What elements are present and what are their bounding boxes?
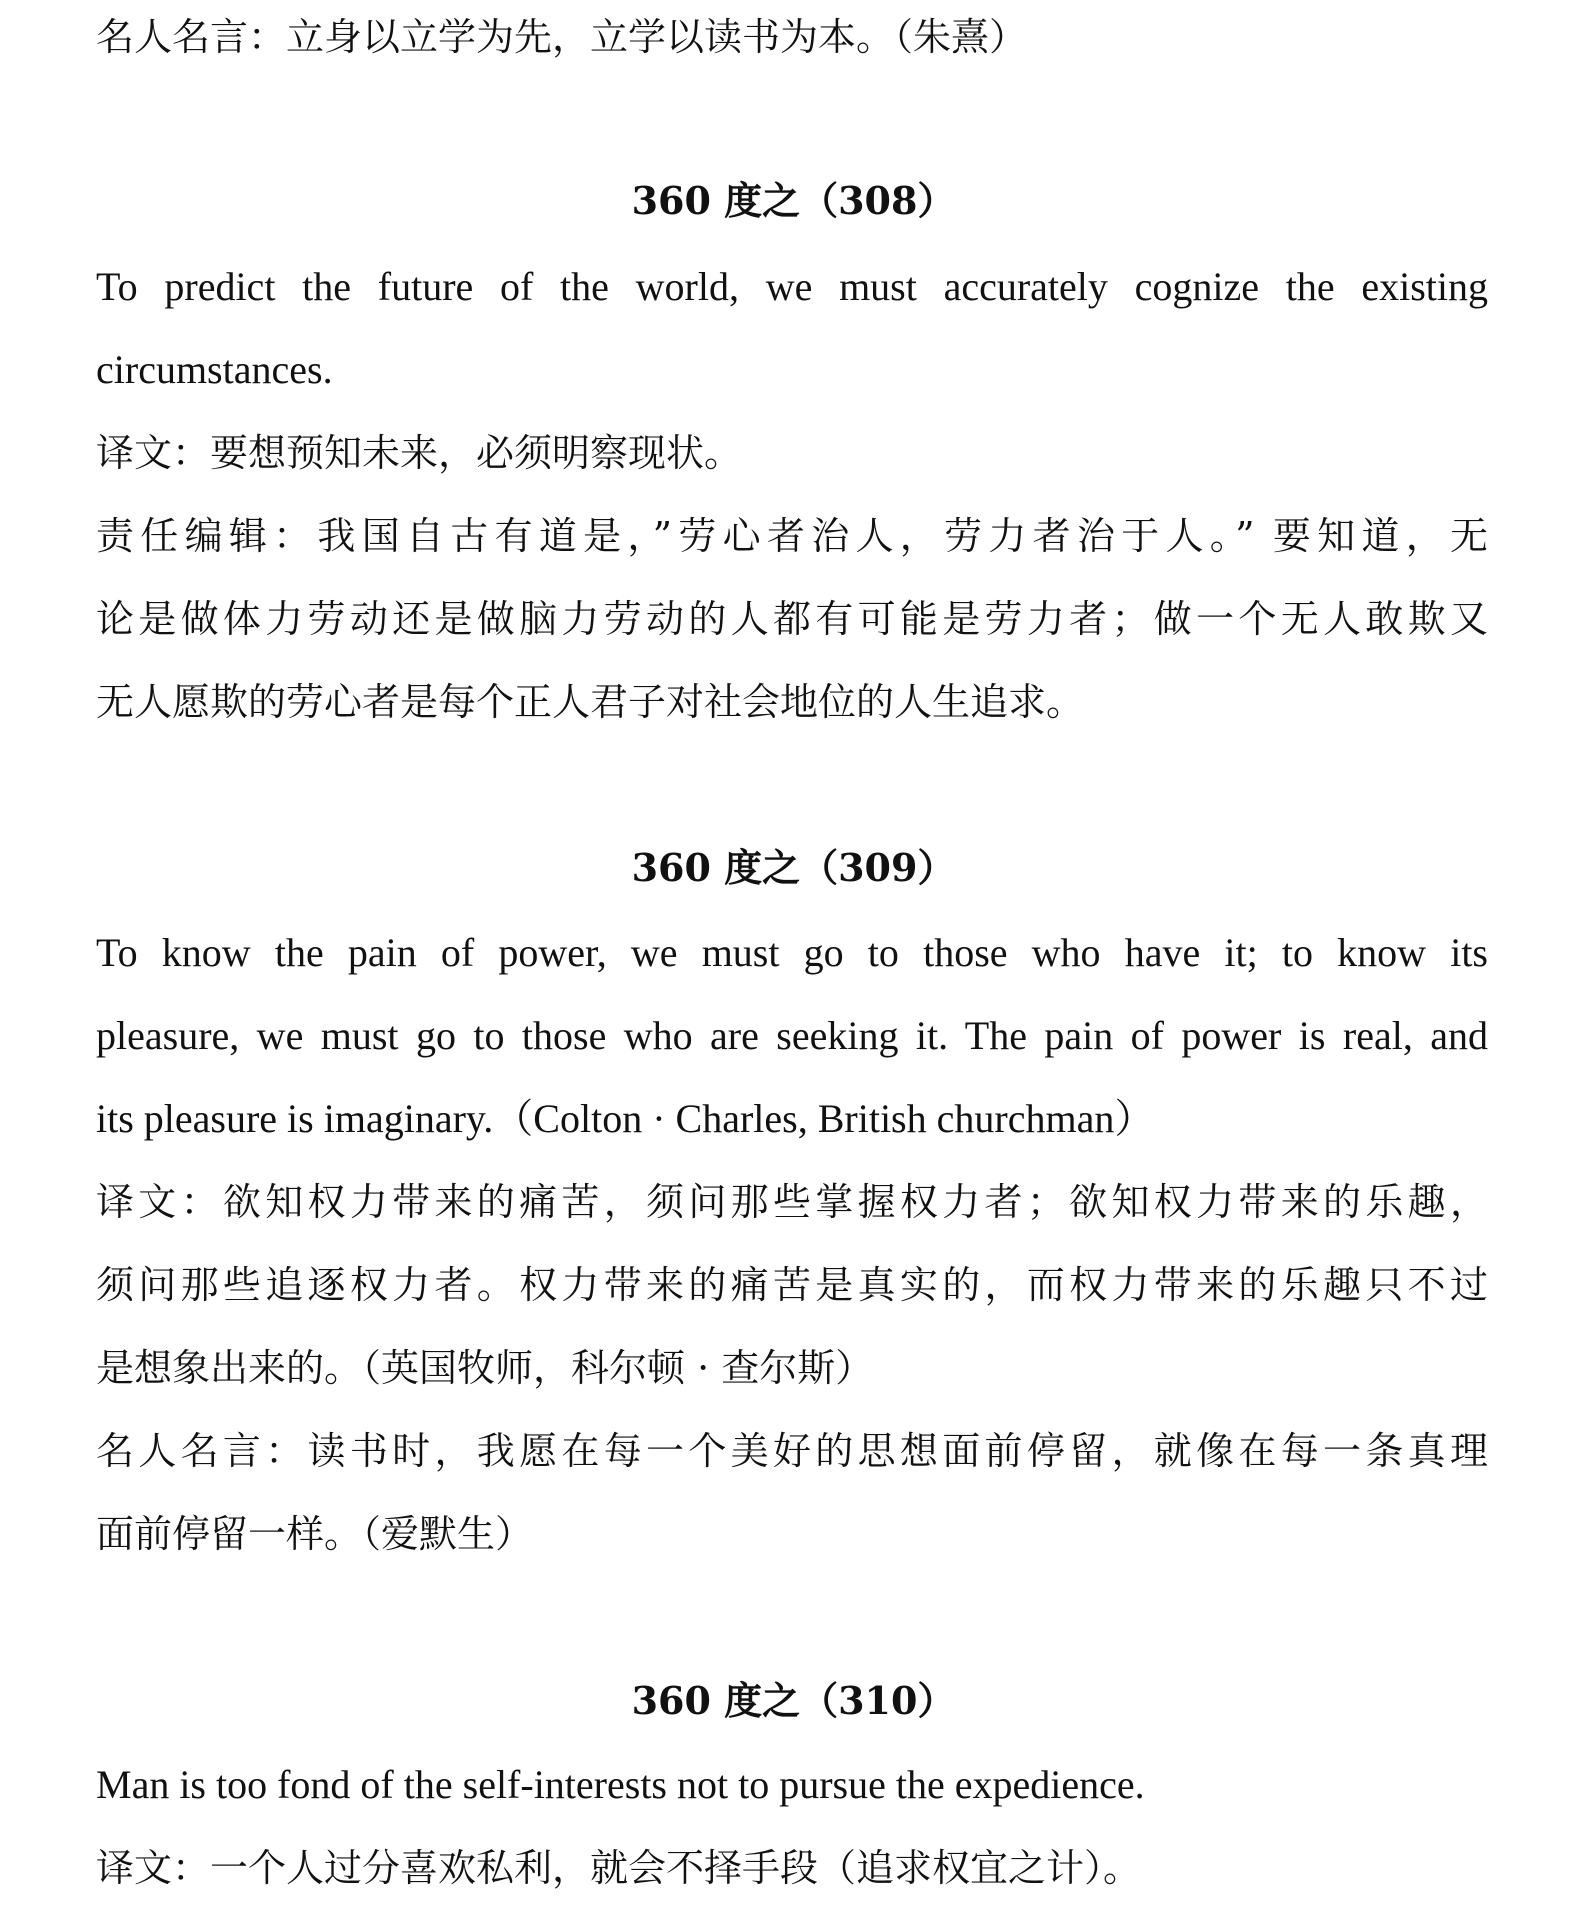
- translation-line: 须问那些追逐权力者。权力带来的痛苦是真实的，而权力带来的乐趣只不过: [96, 1263, 1488, 1307]
- translation-line: 译文：欲知权力带来的痛苦，须问那些掌握权力者；欲知权力带来的乐趣，: [96, 1180, 1488, 1224]
- section-heading-310: 360 度之（310）: [631, 1678, 956, 1723]
- english-line: its pleasure is imaginary.（Colton · Charles, British churchman）: [96, 1096, 1155, 1141]
- english-line: Man is too fond of the self-interests not to pursue the expedience.: [96, 1762, 1145, 1807]
- famous-quote-line: 名人名言：立身以立学为先，立学以读书为本。（朱熹）: [96, 15, 1028, 59]
- translation-line: 译文：一个人过分喜欢私利，就会不择手段（追求权宜之计）。: [96, 1846, 1142, 1890]
- english-line: To predict the future of the world, we must accurately cognize the existing: [96, 264, 1488, 309]
- famous-quote-line: 面前停留一样。（爱默生）: [96, 1512, 534, 1556]
- section-heading-308: 360 度之（308）: [631, 178, 956, 223]
- editor-note-line: 责任编辑：我国自古有道是，”劳心者治人，劳力者治于人。” 要知道，无: [96, 514, 1488, 558]
- editor-note-line: 无人愿欺的劳心者是每个正人君子对社会地位的人生追求。: [96, 680, 1085, 724]
- editor-note-line: 论是做体力劳动还是做脑力劳动的人都有可能是劳力者；做一个无人敢欺又: [96, 597, 1488, 641]
- famous-quote-line: 名人名言：读书时，我愿在每一个美好的思想面前停留，就像在每一条真理: [96, 1429, 1488, 1473]
- section-heading-309: 360 度之（309）: [631, 845, 956, 890]
- english-line: To know the pain of power, we must go to those who have it; to know its: [96, 930, 1488, 975]
- translation-line: 是想象出来的。（英国牧师，科尔顿 · 查尔斯）: [96, 1346, 874, 1390]
- english-line: circumstances.: [96, 347, 333, 392]
- english-line: pleasure, we must go to those who are seeking it. The pain of power is real, and: [96, 1013, 1488, 1058]
- translation-line: 译文：要想预知未来，必须明察现状。: [96, 431, 743, 475]
